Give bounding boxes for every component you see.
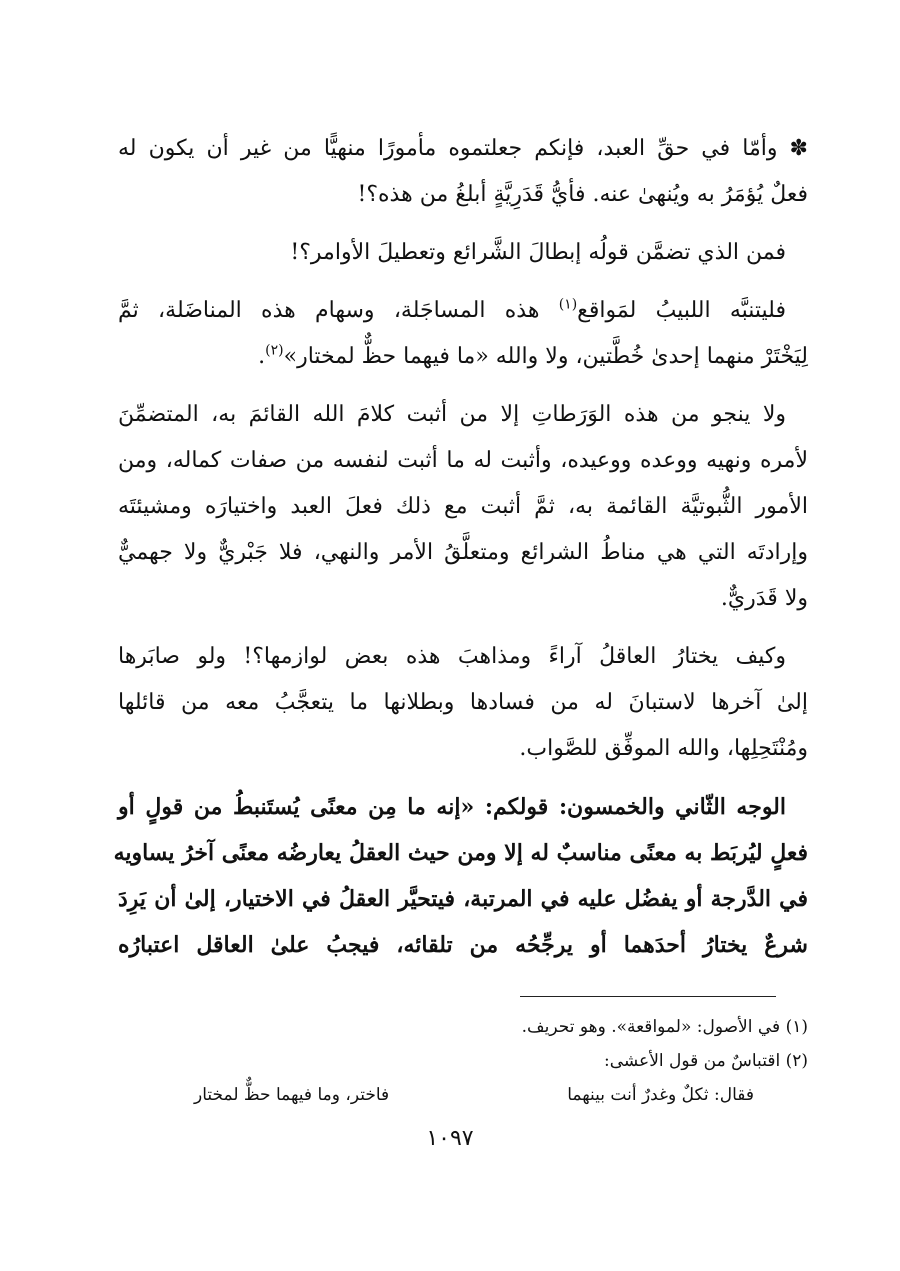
paragraph-6	[113, 784, 808, 968]
verse	[194, 1078, 754, 1112]
text-segment: لِيَخْتَرْ منهما إحدىٰ خُطَّتين، ولا والله «ما فيهما حظٌّ لمختار»	[283, 344, 808, 369]
paragraph-4	[118, 392, 808, 622]
page-number: ١٠٩٧	[426, 1126, 474, 1151]
text-line: فعلٌ يُؤمَرُ به ويُنهىٰ عنه. فأيُّ قَدَرِيَّةٍ أبلغُ من هذه؟!	[357, 182, 808, 207]
paragraph-1	[118, 126, 808, 218]
text-line: ✽ وأمّا في حقِّ العبد، فإنكم جعلتموه مأمورًا منهيًّا من غير أن يكون له	[118, 136, 808, 161]
text-segment: .	[258, 344, 266, 369]
footnote-ref-1[interactable]: (١)	[558, 296, 578, 313]
paragraph-2	[118, 230, 808, 276]
text-line: فعلٍ ليُربَط به معنًى مناسبٌ له إلا ومن حيث العقلُ يعارضُه معنًى آخرُ يساويه	[113, 840, 808, 866]
text-line: الوجه الثّاني والخمسون: قولكم: «إنه ما مِن معنًى يُستَنبطُ من قولٍ أو	[118, 794, 787, 820]
text-line: إلىٰ آخرها لاستبانَ له من فسادها وبطلانها ما يتعجَّبُ معه من قائلها	[118, 690, 808, 715]
text-line: لأمره ونهيه ووعده ووعيده، وأثبت له ما أثبت لنفسه من صفات كماله، ومن	[118, 448, 808, 473]
text-line: ولا قَدَريٌّ.	[720, 586, 808, 611]
text-line: ومُنْتَحِلِها، والله الموفِّق للصَّواب.	[519, 736, 808, 761]
footnote-divider	[520, 996, 776, 997]
footnotes	[188, 1010, 808, 1112]
text-line: في الدَّرجة أو يفضُل عليه في المرتبة، فيتحيَّر العقلُ في الاختيار، إلىٰ أن يَرِدَ	[118, 886, 808, 912]
text-line: الأمور الثُّبوتيَّة القائمة به، ثمَّ أثبت مع ذلك فعلَ العبد واختيارَه ومشيئتَه	[118, 494, 808, 519]
verse-first-hemistich: فقال: ثكلٌ وغدرٌ أنت بينهما	[567, 1085, 754, 1105]
text-segment: فليتنبَّه اللبيبُ لمَواقع	[577, 298, 786, 323]
footnote-2: (٢) اقتباسٌ من قول الأعشى:	[603, 1051, 808, 1071]
text-line: شرعٌ يختارُ أحدَهما أو يرجِّحُه من تلقائه، فيجبُ علىٰ العاقل اعتبارُه	[118, 932, 808, 958]
text-line	[118, 288, 808, 334]
footnote-1: (١) في الأصول: «لمواقعة». وهو تحريف.	[521, 1017, 808, 1037]
text-line: ولا ينجو من هذه الوَرَطاتِ إلا من أثبت كلامَ الله القائمَ به، المتضمِّنَ	[118, 402, 786, 427]
footnote-ref-2[interactable]: (٢)	[265, 342, 284, 359]
main-text	[113, 126, 808, 980]
verse-second-hemistich: فاختر، وما فيهما حظٌّ لمختار	[194, 1085, 390, 1105]
text-line	[118, 334, 808, 380]
paragraph-3	[118, 288, 808, 380]
paragraph-5	[118, 634, 808, 772]
text-line: وإرادتَه التي هي مناطُ الشرائع ومتعلَّقُ الأمر والنهي، فلا جَبْريٌّ ولا جهميٌّ	[118, 540, 808, 565]
text-line: وكيف يختارُ العاقلُ آراءً ومذاهبَ هذه بعض لوازمها؟! ولو صابَرها	[118, 644, 786, 669]
text-segment: هذه المساجَلة، وسهام هذه المناضَلة، ثمَّ	[118, 298, 559, 323]
text-line: فمن الذي تضمَّن قولُه إبطالَ الشَّرائع وتعطيلَ الأوامر؟!	[290, 240, 786, 265]
